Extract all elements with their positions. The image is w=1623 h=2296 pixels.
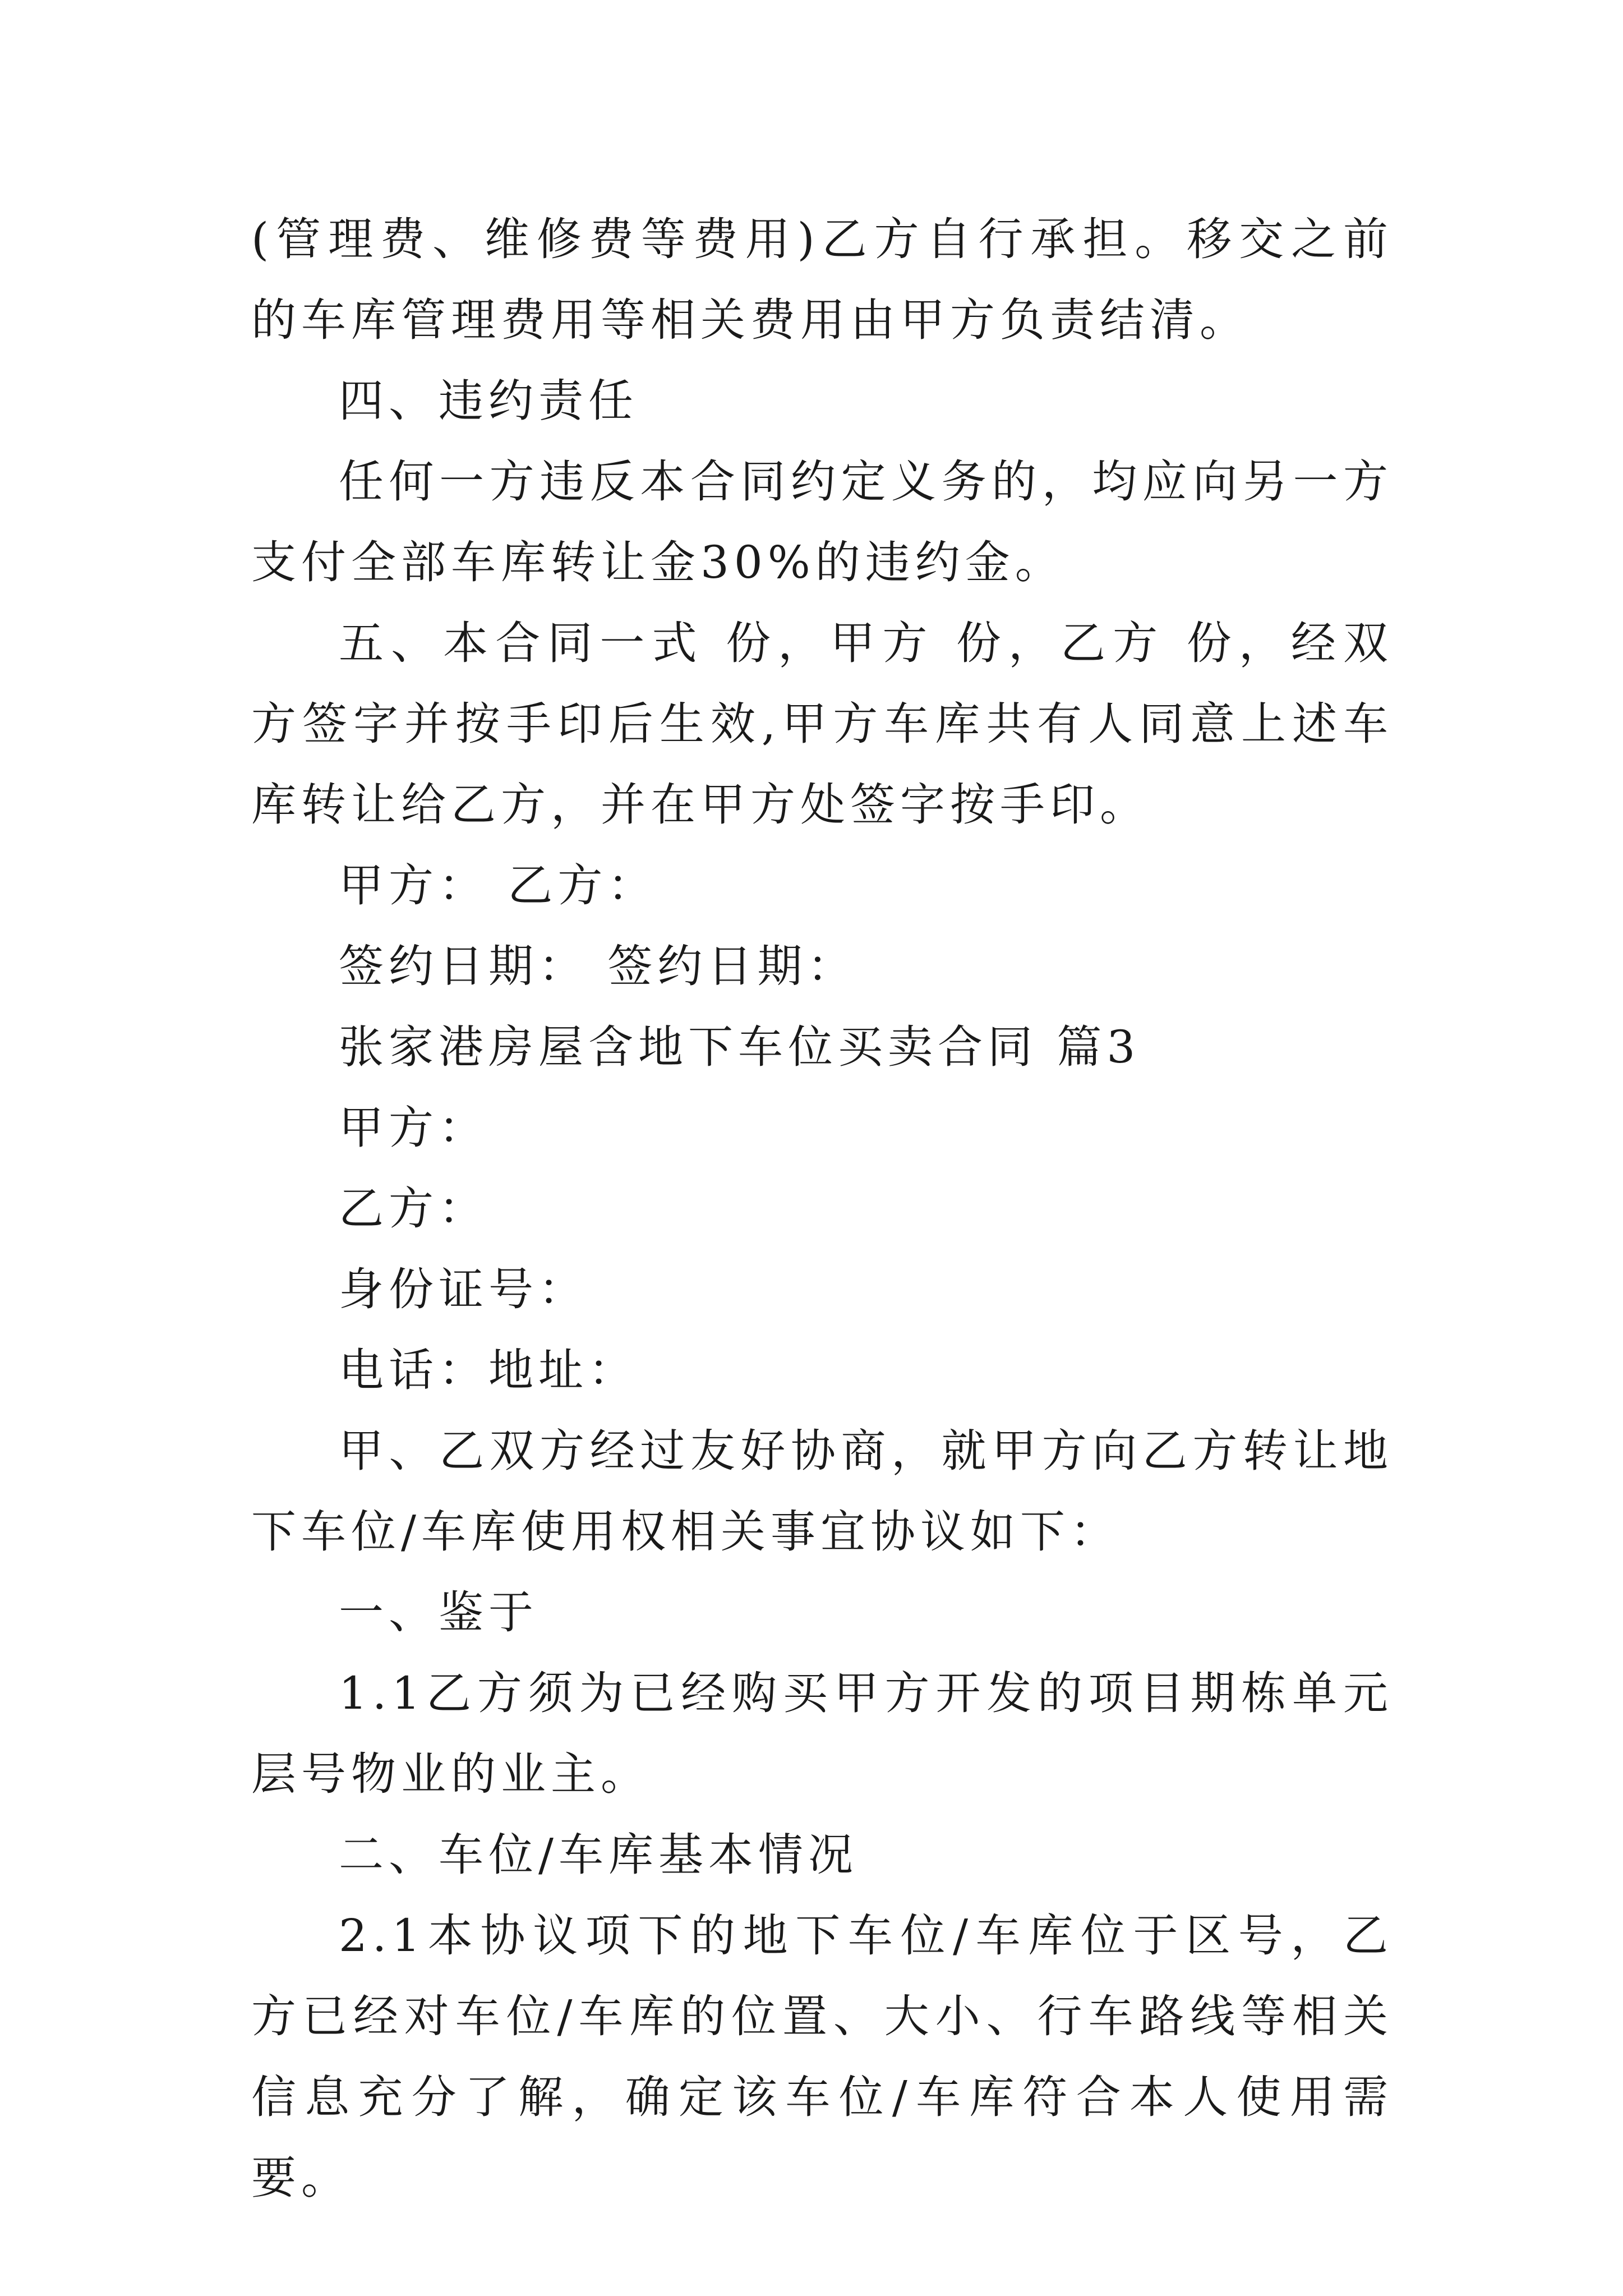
id-number-field: 身份证号：: [339, 1263, 588, 1315]
paragraph-copies-effectiveness: 五、本合同一式 份，甲方 份，乙方 份，经双方签字并按手印后生效,甲方车库共有人同意上述车库转让给乙方，并在甲方处签字按手印。: [251, 617, 1393, 831]
signature-parties-line: 甲方： 乙方：: [339, 859, 658, 912]
phone-address-field: 电话：地址：: [339, 1344, 638, 1396]
party-a-field: 甲方：: [339, 1102, 488, 1154]
heading-whereas: 一、鉴于: [339, 1586, 538, 1639]
signature-dates-line: 签约日期： 签约日期：: [339, 940, 857, 992]
heading-parking-basics: 二、车位/车库基本情况: [339, 1829, 858, 1881]
party-b-field: 乙方：: [339, 1182, 488, 1235]
clause-1-1: 1.1乙方须为已经购买甲方开发的项目期栋单元层号物业的业主。: [251, 1667, 1393, 1800]
paragraph-agreement-intro: 甲、乙双方经过友好协商，就甲方向乙方转让地下车位/车库使用权相关事宜协议如下：: [251, 1425, 1393, 1558]
paragraph-breach-penalty: 任何一方违反本合同约定义务的，均应向另一方支付全部车库转让金30%的违约金。: [251, 455, 1393, 588]
contract-section-title: 张家港房屋含地下车位买卖合同 篇3: [339, 1021, 1141, 1073]
document-body: [251, 199, 1393, 2219]
heading-breach-liability: 四、违约责任: [339, 375, 638, 427]
clause-2-1: 2.1本协议项下的地下车位/车库位于区号，乙方已经对车位/车库的位置、大小、行车路线等相关信息充分了解，确定该车位/车库符合本人使用需要。: [251, 1910, 1393, 2204]
paragraph-fee-continuation: (管理费、维修费等费用)乙方自行承担。移交之前的车库管理费用等相关费用由甲方负责结清。: [251, 213, 1393, 346]
